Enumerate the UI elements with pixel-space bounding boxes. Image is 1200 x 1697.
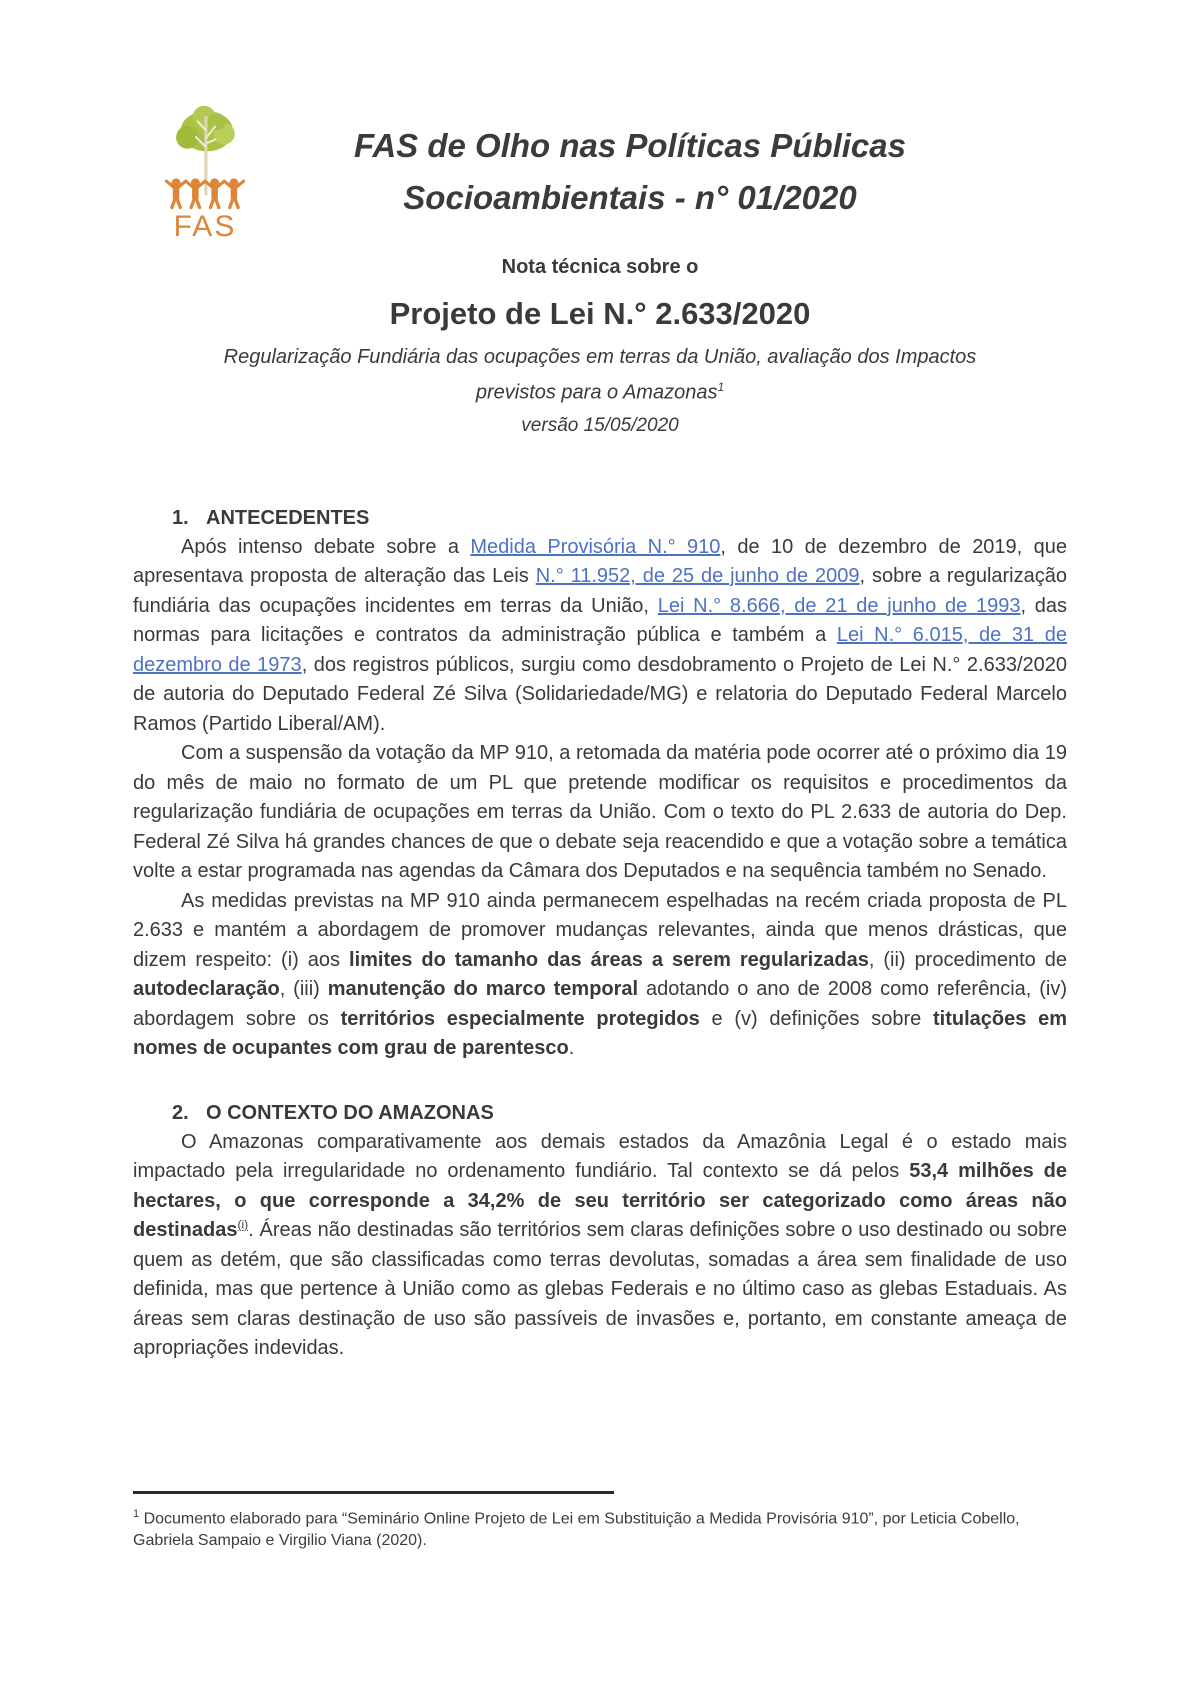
pre-title: Nota técnica sobre o bbox=[501, 256, 699, 278]
paragraph bbox=[133, 1128, 1067, 1364]
text-run: Com a suspensão da votação da MP 910, a retomada da matéria pode ocorrer até o próximo dia 19 do mês de maio no formato de um PL que pretende modificar os requisitos e procedimentos da regularização fundiária de ocupações em terras da União. Com o texto do PL 2.633 de autoria do Dep. Federal Zé Silva há grandes chances de que o debate seja reacendido e que a votação sobre a temática volte a estar programada nas agendas da Câmara dos Deputados e na sequência também no Senado. bbox=[133, 742, 1067, 883]
section-contexto-amazonas bbox=[133, 1098, 1067, 1364]
text-run: titulações em nomes de ocupantes com grau de parentesco bbox=[133, 1007, 1067, 1060]
hyperlink[interactable]: N.° 11.952, de 25 de junho de 2009 bbox=[535, 565, 860, 588]
document-content bbox=[0, 104, 1200, 1364]
footnote-reference: 1 bbox=[717, 380, 725, 394]
footnote-text: Documento elaborado para “Seminário Online Projeto de Lei em Substituição a Medida Provisória 910”, por Leticia Cobello, Gabriela Sampaio e Virgilio Viana (2020). bbox=[133, 1510, 1020, 1550]
text-run: limites do tamanho das áreas a serem regularizadas bbox=[349, 948, 869, 971]
text-run: territórios especialmente protegidos bbox=[340, 1007, 700, 1030]
fas-logo bbox=[161, 104, 249, 242]
section-heading bbox=[133, 503, 1067, 533]
text-run: adotando o ano de 2008 como referência, (iv) abordagem sobre os bbox=[133, 978, 1067, 1030]
paragraph bbox=[133, 887, 1067, 1064]
text-run: e (v) definições sobre bbox=[699, 1007, 933, 1030]
main-title: Projeto de Lei N.° 2.633/2020 bbox=[389, 296, 811, 331]
text-run: , sobre a regularização fundiária das ocupações incidentes em terras da União, bbox=[133, 565, 1067, 617]
paragraph bbox=[133, 533, 1067, 740]
paragraph bbox=[133, 739, 1067, 887]
section-title: ANTECEDENTES bbox=[206, 506, 370, 529]
text-run: , dos registros públicos, surgiu como desdobramento o Projeto de Lei N.° 2.633/2020 de autoria do Deputado Federal Zé Silva (Solidariedade/MG) e relatoria do Deputado Federal Marcelo Ramos (Partido Liberal/AM). bbox=[133, 653, 1067, 735]
subtitle-line1: Regularização Fundiária das ocupações em terras da União, avaliação dos Impactos bbox=[223, 346, 977, 368]
section-heading bbox=[133, 1098, 1067, 1128]
document-title-line2: Socioambientais - n° 01/2020 bbox=[403, 179, 857, 216]
subtitle bbox=[133, 342, 1067, 408]
version-label: versão 15/05/2020 bbox=[521, 414, 679, 436]
text-run: As medidas previstas na MP 910 ainda permanecem espelhadas na recém criada proposta de PL 2.633 e mantém a abordagem de promover mudanças relevantes, ainda que menos drásticas, que dizem respeito: (i) aos bbox=[133, 889, 1067, 971]
document-title bbox=[133, 104, 1067, 224]
footnote-divider bbox=[133, 1491, 614, 1494]
hyperlink[interactable]: Lei N.° 8.666, de 21 de junho de 1993 bbox=[657, 594, 1021, 617]
document-header bbox=[133, 104, 1067, 243]
fas-logo-text: FAS bbox=[173, 210, 237, 243]
text-run: . bbox=[568, 1037, 575, 1060]
hyperlink[interactable]: Medida Provisória N.° 910 bbox=[470, 535, 721, 558]
section-number: 2. bbox=[172, 1101, 189, 1124]
text-run: , das normas para licitações e contratos da administração pública e também a bbox=[133, 594, 1067, 647]
subtitle-line2: previstos para o Amazonas bbox=[475, 381, 718, 404]
text-run: , (ii) procedimento de bbox=[868, 948, 1067, 971]
hyperlink[interactable]: (i) bbox=[237, 1217, 249, 1232]
section-number: 1. bbox=[172, 506, 189, 529]
text-run: 53,4 milhões de hectares, o que corresponde a 34,2% de seu território ser categorizado como áreas não destinadas bbox=[133, 1160, 1067, 1242]
text-run: , (iii) bbox=[279, 978, 328, 1001]
text-run: O Amazonas comparativamente aos demais estados da Amazônia Legal é o estado mais impactado pela irregularidade no ordenamento fundiário. Tal contexto se dá pelos bbox=[133, 1130, 1067, 1183]
text-run: autodeclaração bbox=[133, 978, 280, 1001]
footnote-area bbox=[133, 1491, 1067, 1552]
fas-logo-icon bbox=[161, 104, 249, 211]
section-title: O CONTEXTO DO AMAZONAS bbox=[206, 1101, 494, 1124]
document-title-line1: FAS de Olho nas Políticas Públicas bbox=[354, 127, 906, 164]
text-run: , de 10 de dezembro de 2019, que apresentava proposta de alteração das Leis bbox=[133, 535, 1067, 588]
hyperlink[interactable]: Lei N.° 6.015, de 31 de dezembro de 1973 bbox=[133, 624, 1067, 676]
text-run: manutenção do marco temporal bbox=[327, 978, 639, 1001]
footnote-number: 1 bbox=[133, 1508, 140, 1520]
title-block bbox=[133, 252, 1067, 441]
text-run: . Áreas não destinadas são territórios sem claras definições sobre o uso destinado ou sobre quem as detém, que são classificadas como terras devolutas, somadas a área sem finalidade de uso definida, mas que pertence à União como as glebas Federais e no último caso as glebas Estaduais. As áreas sem claras destinação de uso são passíveis de invasões e, portanto, em constante ameaça de apropriações indevidas. bbox=[133, 1219, 1067, 1360]
footnote bbox=[133, 1503, 1067, 1552]
document-body bbox=[133, 503, 1067, 1364]
section-antecedentes bbox=[133, 503, 1067, 1064]
text-run: Após intenso debate sobre a bbox=[181, 535, 471, 558]
